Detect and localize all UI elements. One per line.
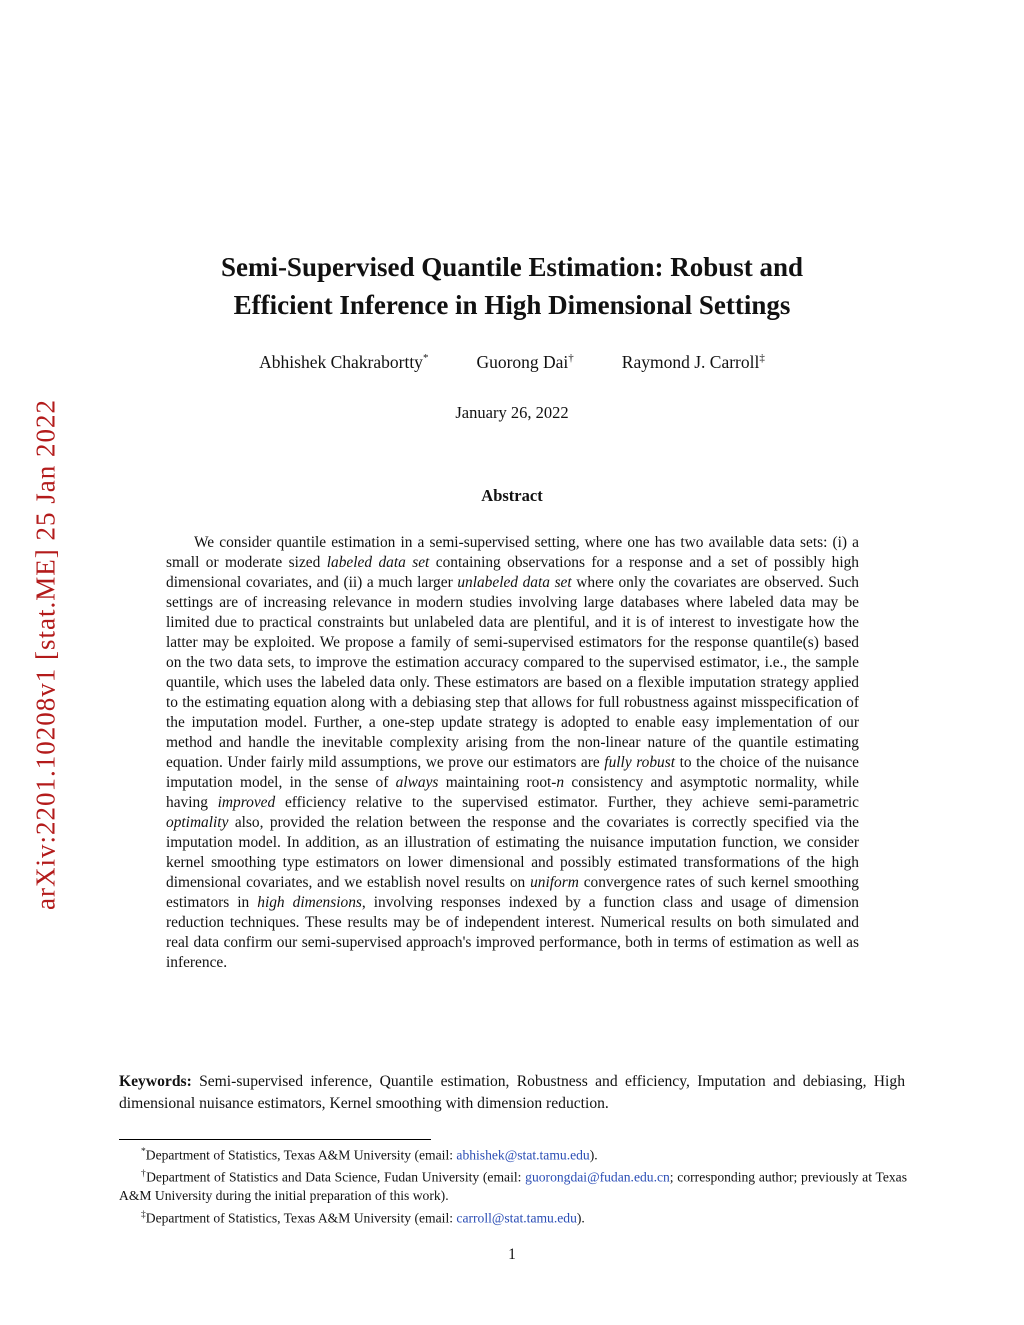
text-segment: efficiency relative to the supervised estimator. Further, they achieve semi-parametric <box>275 794 859 812</box>
text-segment: , involving responses indexed by a function class and usage of dimension reduction techniques. These results may be of independent interest. Numerical results on both simulated and real data confirm our semi-supervised approach's improved performance, both in terms of estimation as well as inference. <box>166 894 860 972</box>
footnotes-block <box>119 1143 907 1228</box>
footnote-2 <box>119 1165 907 1206</box>
text-segment: n <box>556 774 565 792</box>
text-segment: improved <box>217 794 276 812</box>
author-list <box>112 352 912 373</box>
email-link[interactable]: carroll@stat.tamu.edu <box>456 1210 577 1226</box>
footnote-2-text <box>119 1170 907 1204</box>
text-segment: ; corresponding author; previously at Texas A&M University during the initial preparation of this work). <box>119 1169 907 1204</box>
paper-title-line1: Semi-Supervised Quantile Estimation: Robust and <box>220 252 804 282</box>
footnote-1-text <box>146 1148 598 1163</box>
text-segment: convergence rates of such kernel smoothing estimators in <box>166 874 859 912</box>
text-segment: ). <box>589 1147 598 1163</box>
page-number: 1 <box>508 1246 516 1263</box>
author-3 <box>622 352 765 373</box>
text-segment: unlabeled data set <box>457 574 572 592</box>
text-segment: consistency and asymptotic normality, while having <box>166 774 859 812</box>
abstract-text <box>166 533 859 973</box>
text-segment: labeled data set <box>326 554 430 572</box>
email-link[interactable]: guorongdai@fudan.edu.cn <box>525 1169 670 1185</box>
text-segment: maintaining root- <box>438 774 557 792</box>
footnote-1 <box>119 1143 907 1165</box>
paper-title <box>112 248 912 324</box>
footnote-3-mark: ‡ <box>141 1209 146 1220</box>
text-segment: We consider quantile estimation in a semi-supervised setting, where one has two available data sets: (i) a small or moderate sized <box>166 534 859 572</box>
text-segment: uniform <box>530 874 579 892</box>
text-segment: always <box>395 774 439 792</box>
keywords-label: Keywords: <box>119 1072 192 1090</box>
keywords-paragraph <box>119 1071 905 1116</box>
author-3-name: Raymond J. Carroll <box>621 352 760 372</box>
text-segment: ). <box>576 1210 585 1226</box>
text-segment: where only the covariates are observed. Such settings are of increasing relevance in modern studies involving large databases where labeled data may be limited due to practical constraints but unlabeled data are plentiful, and it is of interest to investigate how the latter may be exploited. We propose a family of semi-supervised estimators for the response quantile(s) based on the two data sets, to improve the estimation accuracy compared to the supervised estimator, i.e., the sample quantile, which uses the labeled data only. These estimators are based on a flexible imputation strategy applied to the estimating equation along with a debiasing step that allows for full robustness against misspecification of the imputation model. Further, a one-step update strategy is adopted to enable easy implementation of our method and handle the inevitable complexity arising from the non-linear nature of the quantile estimating equation. Under fairly mild assumptions, we prove our estimators are <box>166 574 859 772</box>
arxiv-sidebar-stamp: arXiv:2201.10208v1 [stat.ME] 25 Jan 2022 <box>30 399 61 911</box>
text-segment: Department of Statistics, Texas A&M University (email: <box>145 1147 457 1163</box>
author-1 <box>259 352 428 373</box>
author-1-name: Abhishek Chakrabortty <box>259 352 423 372</box>
footnote-3 <box>119 1206 907 1228</box>
author-1-mark: * <box>422 352 429 365</box>
footnote-3-text <box>146 1210 585 1225</box>
text-segment: also, provided the relation between the response and the covariates is correctly specified via the imputation model. In addition, as an illustration of estimating the nuisance imputation function, we consider kernel smoothing type estimators on lower dimensional and possibly estimated transformations of the high dimensional covariates, and we establish novel results on <box>166 814 859 892</box>
text-segment: containing observations for a response and a set of possibly high dimensional covariates, and (ii) a much larger <box>166 554 860 592</box>
text-segment: fully robust <box>604 754 676 772</box>
text-segment: Department of Statistics, Texas A&M University (email: <box>145 1210 457 1226</box>
footnote-divider <box>119 1139 431 1140</box>
abstract-heading: Abstract <box>481 486 543 505</box>
text-segment: Department of Statistics and Data Science, Fudan University (email: <box>146 1169 526 1185</box>
author-3-mark: ‡ <box>759 352 765 365</box>
keywords-text: Semi-supervised inference, Quantile estimation, Robustness and efficiency, Imputation and debiasing, High dimensional nuisance estimators, Kernel smoothing with dimension reduction. <box>119 1072 905 1113</box>
footnote-1-mark: * <box>141 1147 146 1157</box>
email-link[interactable]: abhishek@stat.tamu.edu <box>456 1147 590 1163</box>
text-segment: optimality <box>166 814 229 832</box>
author-2-mark: † <box>568 352 574 365</box>
author-2-name: Guorong Dai <box>476 352 569 372</box>
paper-title-line2: Efficient Inference in High Dimensional Settings <box>233 290 791 320</box>
paper-date: January 26, 2022 <box>455 403 569 422</box>
author-2 <box>476 352 573 373</box>
footnote-2-mark: † <box>141 1169 147 1180</box>
text-segment: high dimensions <box>257 894 362 912</box>
text-segment: to the choice of the nuisance imputation model, in the sense of <box>166 754 859 792</box>
